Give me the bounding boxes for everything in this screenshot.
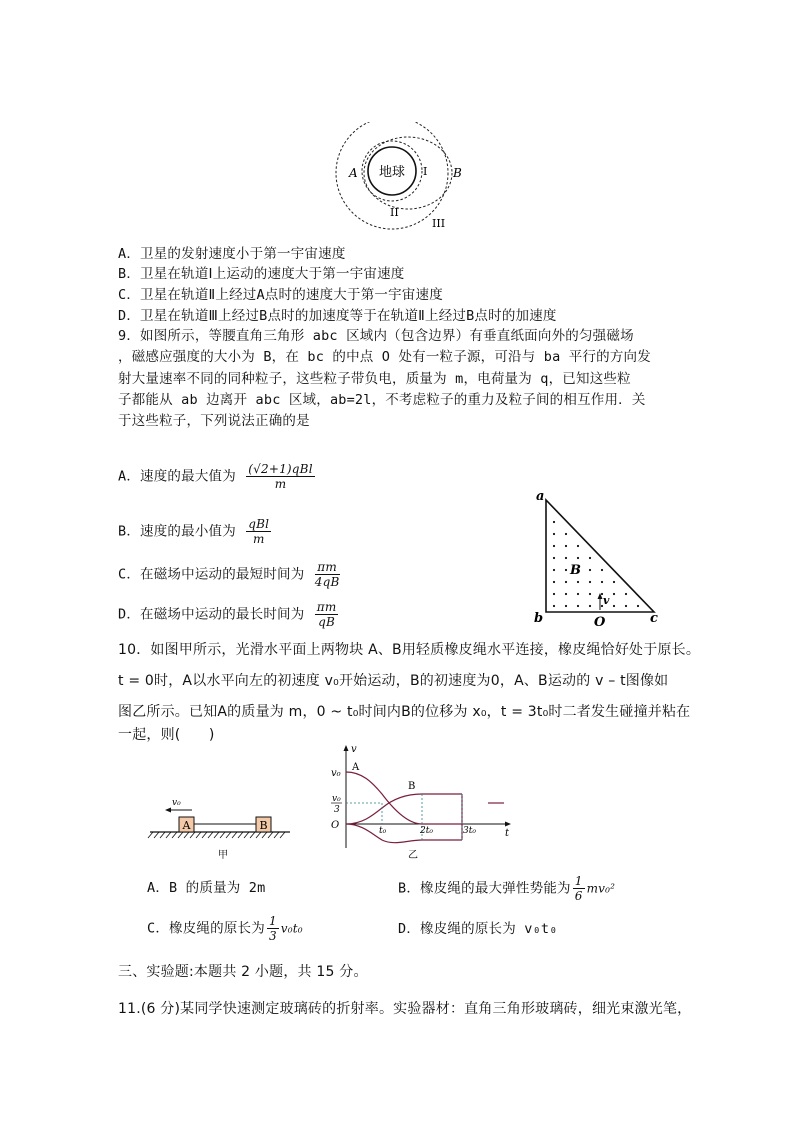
q8-option-c: C．卫星在轨道Ⅱ上经过A点时的速度大于第一宇宙速度: [118, 287, 443, 303]
hatch-mark: [172, 832, 177, 838]
q11-stem: 11.(6 分)某同学快速测定玻璃砖的折射率。实验器材：直角三角形玻璃砖，细光束激光笔，: [118, 1001, 692, 1017]
hatch-mark: [226, 832, 231, 838]
field-dot: [589, 557, 591, 559]
hatch-mark: [148, 832, 153, 838]
field-dot: [577, 581, 579, 583]
q9-stem-line-1: 9．如图所示，等腰直角三角形 abc 区域内（包含边界）有垂直纸面向外的匀强磁场: [118, 328, 634, 344]
t-axis-label: t: [505, 828, 510, 839]
field-dots: [553, 521, 639, 607]
figure-yi: [322, 742, 522, 862]
hatch-mark: [184, 832, 189, 838]
hatch-mark: [274, 832, 279, 838]
orbit-figure: [330, 122, 480, 234]
figure-yi-caption: 乙: [408, 850, 418, 861]
hatch-mark: [244, 832, 249, 838]
triangle-field-figure: [528, 490, 668, 630]
field-dot: [565, 533, 567, 535]
q9-stem-line-2: ，磁感应强度的大小为 B，在 bc 的中点 O 处有一粒子源，可沿与 ba 平行的方向发: [118, 349, 651, 365]
point-a-label: A: [349, 166, 358, 180]
field-dot: [565, 581, 567, 583]
figure-jia-caption: 甲: [218, 850, 228, 861]
field-dot: [613, 593, 615, 595]
q10-option-b: B．橡皮绳的最大弹性势能为 $\frac{1}{6}$ mv₀²: [398, 874, 616, 903]
block-a-label: A: [182, 819, 191, 832]
q8-option-d: D．卫星在轨道Ⅲ上经过B点时的加速度等于在轨道Ⅱ上经过B点时的加速度: [118, 308, 557, 324]
hatch-mark: [160, 832, 165, 838]
field-dot: [589, 593, 591, 595]
hatch-mark: [220, 832, 225, 838]
t2-label: 2t₀: [420, 826, 433, 836]
t0-label: t₀: [379, 826, 387, 836]
field-dot: [613, 605, 615, 607]
q9-option-d: D．在磁场中运动的最长时间为 $\frac{\pi m}{qB}$: [118, 600, 337, 629]
field-dot: [565, 593, 567, 595]
q9-option-c-fraction: $\frac{\pi m}{4qB}$: [314, 560, 340, 589]
initial-velocity-label: v₀: [172, 798, 181, 808]
field-dot: [565, 545, 567, 547]
vertex-b-label: b: [534, 611, 544, 626]
point-b-label: B: [453, 166, 462, 180]
curve-a: [346, 772, 462, 824]
field-dot: [601, 569, 603, 571]
q10-stem-line-2: t = 0时，A以水平向左的初速度 v₀开始运动，B的初速度为0，A、B运动的 v – t图像如: [118, 673, 669, 689]
q10-option-c-fraction: $\frac{1}{3}$: [268, 914, 277, 943]
field-dot: [625, 605, 627, 607]
hatch-mark: [202, 832, 207, 838]
velocity-label: v: [603, 594, 610, 607]
q10-option-b-fraction: $\frac{1}{6}$: [574, 874, 583, 903]
field-dot: [577, 557, 579, 559]
field-dot: [589, 581, 591, 583]
v-axis-arrowhead: [344, 745, 349, 751]
q9-stem-line-4: 子都能从 ab 边离开 abc 区域，ab=2l，不考虑粒子的重力及粒子间的相互作用．关: [118, 392, 646, 408]
hatch-mark: [268, 832, 273, 838]
vertex-c-label: c: [650, 611, 658, 626]
hatch-mark: [262, 832, 267, 838]
q9-option-b: B．速度的最小值为 $\frac{\text{qBl}}{m}$: [118, 517, 270, 546]
field-dot: [625, 593, 627, 595]
v0-third-den: 3: [334, 805, 340, 815]
hatch-mark: [196, 832, 201, 838]
curve-a-label: A: [352, 762, 360, 773]
q8-option-a: A．卫星的发射速度小于第一宇宙速度: [118, 246, 346, 262]
field-dot: [589, 605, 591, 607]
v0-third-num: v₀: [332, 794, 341, 804]
curve-b-label: B: [408, 781, 416, 792]
hatch-mark: [250, 832, 255, 838]
q9-stem-line-5: 于这些粒子，下列说法正确的是: [118, 413, 310, 429]
q10-stem-line-4: 一起，则( ): [118, 727, 215, 743]
hatch-mark: [178, 832, 183, 838]
q9-option-d-fraction: $\frac{\pi m}{qB}$: [316, 600, 337, 629]
hatch-mark: [256, 832, 261, 838]
ground-hatching: [148, 832, 285, 838]
q9-option-a: A．速度的最大值为 $\frac{\text{(√2+1)qBl}}{m}$: [118, 462, 313, 491]
hatch-mark: [208, 832, 213, 838]
field-dot: [553, 533, 555, 535]
curve-b: [346, 794, 462, 824]
t-axis-arrowhead: [505, 822, 511, 827]
q10-option-c: C．橡皮绳的原长为 $\frac{1}{3}$ v₀t₀: [147, 914, 303, 943]
field-dot: [553, 557, 555, 559]
field-dot: [553, 605, 555, 607]
field-dot: [553, 545, 555, 547]
origin-label: O: [331, 820, 340, 831]
field-dot: [553, 569, 555, 571]
q10-option-d: D．橡皮绳的原长为 v₀t₀: [398, 921, 558, 937]
field-dot: [565, 605, 567, 607]
hatch-mark: [190, 832, 195, 838]
hatch-mark: [232, 832, 237, 838]
point-o-label: O: [594, 615, 606, 630]
field-dot: [589, 569, 591, 571]
orbit-2-label: II: [390, 206, 399, 219]
q9-stem-line-3: 射大量速率不同的同种粒子，这些粒子带负电，质量为 m，电荷量为 q，已知这些粒: [118, 371, 631, 387]
q10-option-a: A．B 的质量为 2m: [147, 880, 266, 896]
hatch-mark: [214, 832, 219, 838]
q8-option-b: B．卫星在轨道Ⅰ上运动的速度大于第一宇宙速度: [118, 266, 405, 282]
q9-option-a-fraction: $\frac{\text{(√2+1)qBl}}{m}$: [248, 462, 313, 491]
vertex-a-label: a: [536, 490, 545, 504]
field-dot: [577, 593, 579, 595]
q9-option-b-fraction: $\frac{\text{qBl}}{m}$: [248, 517, 270, 546]
q10-stem-line-1: 10．如图甲所示，光滑水平面上两物块 A、B用轻质橡皮绳水平连接，橡皮绳恰好处于原长。: [118, 642, 701, 658]
block-b-label: B: [259, 819, 268, 832]
initial-velocity-arrowhead: [165, 808, 171, 813]
field-dot: [577, 605, 579, 607]
q10-stem-line-3: 图乙所示。已知A的质量为 m，0 ~ t₀时间内B的位移为 x₀，t = 3t₀时二者发生碰撞并粘在: [118, 704, 691, 720]
curve-a-negative: [346, 824, 462, 843]
section-3-heading: 三、实验题:本题共 2 小题，共 15 分。: [118, 964, 368, 980]
hatch-mark: [166, 832, 171, 838]
figure-jia: [145, 792, 295, 864]
t3-label: 3t₀: [463, 826, 476, 836]
field-dot: [553, 593, 555, 595]
field-dot: [565, 569, 567, 571]
field-dot: [565, 557, 567, 559]
v0-label: v₀: [331, 768, 341, 779]
hatch-mark: [238, 832, 243, 838]
v-axis-label: v: [351, 744, 357, 755]
field-dot: [553, 581, 555, 583]
hatch-mark: [154, 832, 159, 838]
field-b-label: B: [570, 563, 581, 578]
field-dot: [613, 581, 615, 583]
field-dot: [553, 521, 555, 523]
orbit-1-label: I: [423, 165, 428, 178]
field-dot: [577, 545, 579, 547]
hatch-mark: [280, 832, 285, 838]
field-dot: [601, 581, 603, 583]
orbit-3-label: III: [432, 217, 446, 230]
earth-label: 地球: [378, 165, 406, 180]
field-dot: [637, 605, 639, 607]
q9-option-c: C．在磁场中运动的最短时间为 $\frac{\pi m}{4qB}$: [118, 560, 340, 589]
